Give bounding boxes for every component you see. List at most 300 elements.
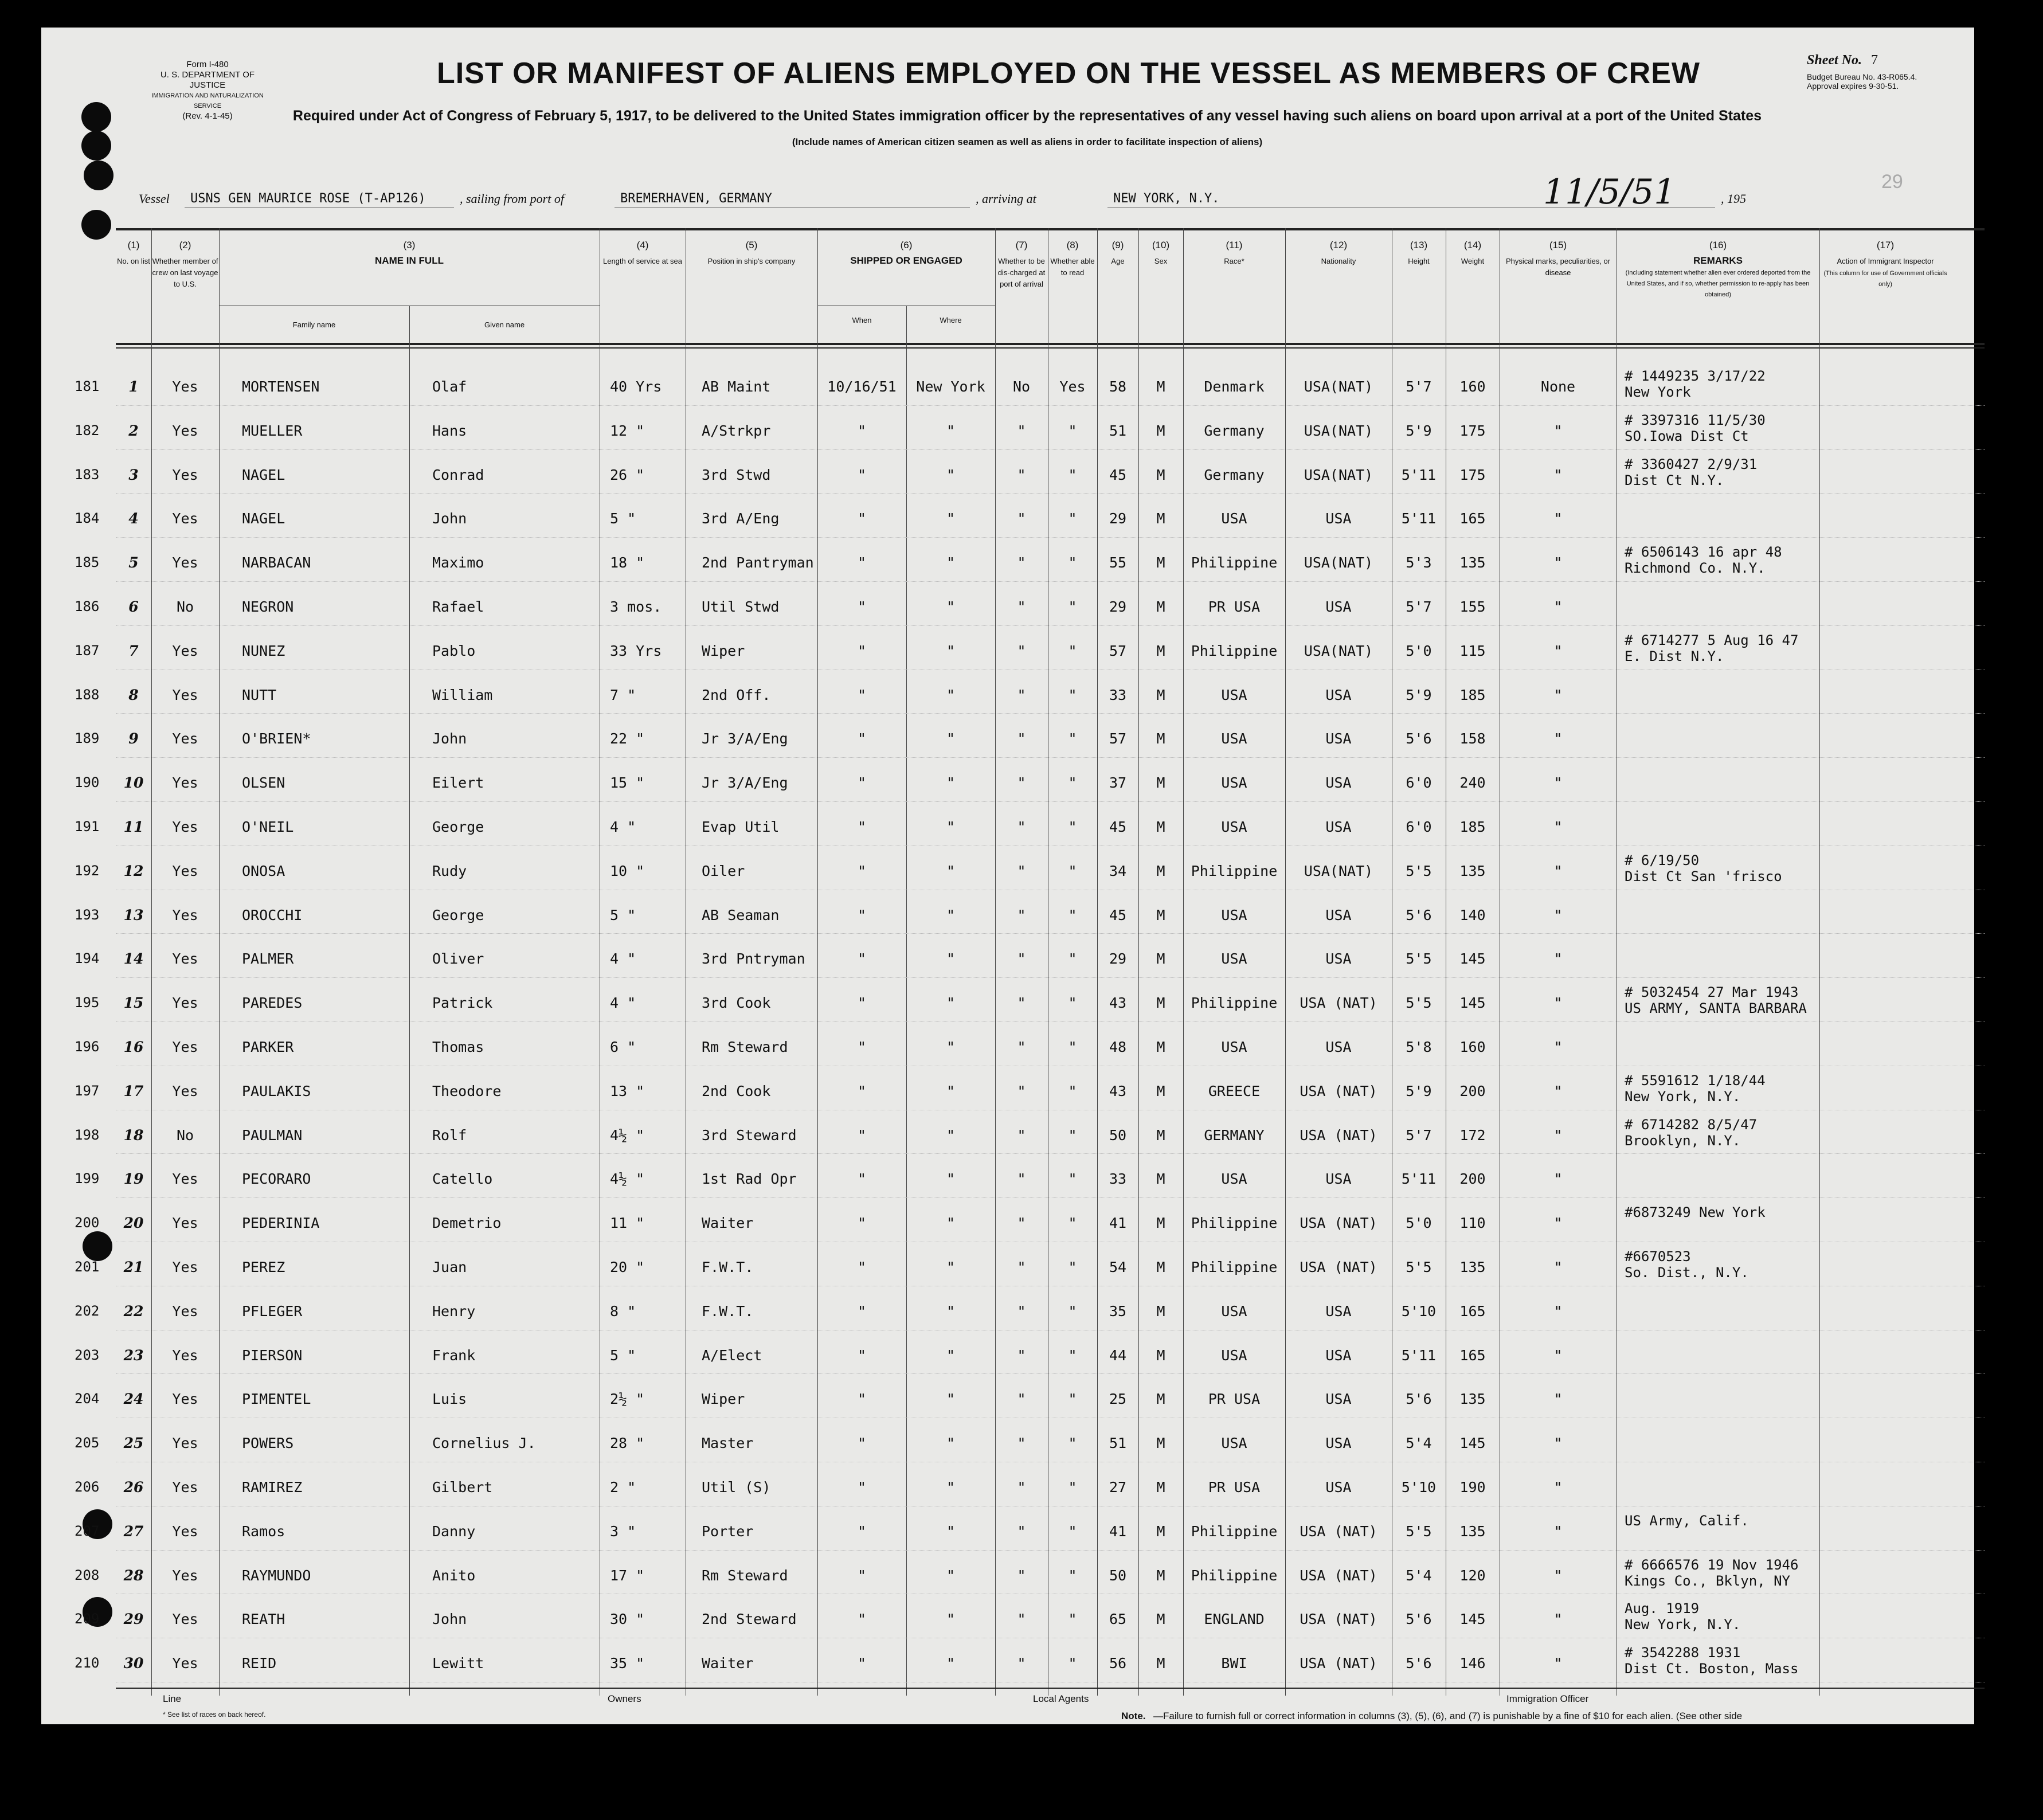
cell-discharged: "	[1017, 862, 1026, 879]
header-name: (3) NAME IN FULL	[375, 240, 444, 266]
cell-when: "	[857, 686, 867, 703]
header-height: (13) Height	[1408, 240, 1430, 265]
sheet-number	[1807, 53, 1878, 68]
line-number: 195	[75, 995, 100, 1011]
cell-given: Frank	[432, 1347, 476, 1364]
cell-family: O'BRIEN*	[242, 730, 311, 747]
cell-age: 57	[1109, 642, 1127, 659]
cell-race: USA	[1221, 1435, 1247, 1452]
cell-crew: Yes	[172, 642, 198, 659]
cell-read: "	[1068, 906, 1077, 923]
cell-read: "	[1068, 510, 1077, 527]
budget-info	[1807, 72, 1917, 91]
cell-when: "	[857, 1259, 867, 1275]
cell-discharged: "	[1017, 686, 1026, 703]
cell-position: Porter	[702, 1522, 754, 1540]
cell-marks: None	[1540, 378, 1576, 395]
cell-read: "	[1068, 1435, 1077, 1452]
header-service: (4) Length of service at sea	[602, 240, 683, 265]
cell-weight: 135	[1459, 1259, 1486, 1275]
cell-height: 5'7	[1406, 378, 1432, 395]
cell-marks: "	[1553, 730, 1563, 747]
cell-no: 28	[123, 1567, 144, 1584]
footer-owners-label: Owners	[608, 1693, 641, 1704]
cell-sex: M	[1156, 598, 1165, 615]
cell-age: 54	[1109, 1259, 1127, 1275]
cell-service: 4 "	[610, 819, 636, 835]
cell-family: ONOSA	[242, 862, 285, 879]
cell-family: NUNEZ	[242, 642, 285, 659]
cell-height: 5'0	[1406, 642, 1432, 659]
cell-crew: Yes	[172, 1215, 198, 1232]
cell-given: William	[432, 686, 493, 703]
footer-note: —Failure to furnish full or correct information in columns (3), (5), (6), and (7) is punishable by a fine of $10 for each alien. (See other side	[1153, 1711, 1743, 1721]
cell-race: Philippine	[1191, 995, 1278, 1012]
cell-age: 41	[1109, 1522, 1127, 1540]
budget-bureau: Budget Bureau No. 43-R065.4.	[1807, 72, 1917, 81]
line-number: 186	[75, 598, 100, 615]
subtitle: Required under Act of Congress of February 5, 1917, to be delivered to the United States immigration officer by the representatives of any vessel having such aliens on board upon arrival at a port of the United States	[292, 108, 1762, 124]
cell-race: USA	[1221, 1347, 1247, 1364]
cell-marks: "	[1553, 1126, 1563, 1144]
cell-remarks-line2: New York, N.Y.	[1625, 1088, 1741, 1105]
cell-marks: "	[1553, 862, 1563, 879]
cell-service: 10 "	[610, 862, 645, 879]
line-number: 193	[75, 906, 100, 923]
cell-nationality: USA	[1325, 906, 1352, 923]
cell-crew: Yes	[172, 950, 198, 968]
cell-where: "	[946, 862, 956, 879]
cell-crew: Yes	[172, 1347, 198, 1364]
cell-race: Philippine	[1191, 1522, 1278, 1540]
cell-given: Rafael	[432, 598, 484, 615]
form-identifier	[150, 60, 265, 122]
cell-service: 28 "	[610, 1435, 645, 1452]
cell-height: 5'8	[1406, 1039, 1432, 1055]
cell-age: 45	[1109, 819, 1127, 835]
cell-service: 13 "	[610, 1082, 645, 1099]
cell-where: "	[946, 554, 956, 572]
cell-service: 6 "	[610, 1039, 636, 1055]
cell-race: USA	[1221, 950, 1247, 968]
cell-race: USA	[1221, 686, 1247, 703]
cell-given: Thomas	[432, 1039, 484, 1055]
cell-sex: M	[1156, 1435, 1165, 1452]
cell-race: Philippine	[1191, 862, 1278, 879]
cell-read: Yes	[1059, 378, 1086, 395]
cell-marks: "	[1553, 950, 1563, 968]
cell-position: 3rd A/Eng	[702, 510, 780, 527]
cell-crew: Yes	[172, 1171, 198, 1188]
cell-position: Util Stwd	[702, 598, 780, 615]
cell-no: 21	[123, 1259, 144, 1275]
cell-given: Oliver	[432, 950, 484, 968]
cell-discharged: "	[1017, 1522, 1026, 1540]
cell-no: 30	[123, 1655, 144, 1672]
cell-position: 2nd Steward	[702, 1611, 797, 1628]
cell-sex: M	[1156, 422, 1165, 439]
cell-sex: M	[1156, 686, 1165, 703]
cell-remarks-line2: Dist Ct. Boston, Mass	[1625, 1661, 1799, 1677]
cell-discharged: "	[1017, 598, 1026, 615]
approval-expiry: Approval expires 9-30-51.	[1807, 81, 1899, 91]
cell-family: OLSEN	[242, 774, 285, 792]
punch-hole	[83, 1231, 112, 1261]
cell-when: "	[857, 1039, 867, 1055]
cell-sex: M	[1156, 730, 1165, 747]
cell-given: Anito	[432, 1567, 476, 1584]
cell-no: 9	[128, 730, 139, 747]
cell-where: "	[946, 1215, 956, 1232]
cell-discharged: "	[1017, 422, 1026, 439]
cell-nationality: USA(NAT)	[1304, 554, 1373, 572]
cell-when: 10/16/51	[827, 378, 897, 395]
cell-nationality: USA (NAT)	[1300, 995, 1377, 1012]
cell-position: AB Seaman	[702, 906, 780, 923]
cell-family: REATH	[242, 1611, 285, 1628]
cell-height: 5'6	[1406, 1391, 1432, 1408]
cell-weight: 145	[1459, 1435, 1486, 1452]
footer-line-label: Line	[163, 1693, 182, 1704]
cell-marks: "	[1553, 1302, 1563, 1320]
cell-service: 8 "	[610, 1302, 636, 1320]
cell-race: USA	[1221, 906, 1247, 923]
year-label: , 195	[1721, 191, 1746, 206]
cell-no: 26	[123, 1479, 144, 1496]
cell-height: 6'0	[1406, 819, 1432, 835]
cell-age: 29	[1109, 598, 1127, 615]
cell-nationality: USA (NAT)	[1300, 1567, 1377, 1584]
cell-marks: "	[1553, 1259, 1563, 1275]
cell-discharged: "	[1017, 1479, 1026, 1496]
cell-sex: M	[1156, 1479, 1165, 1496]
line-number: 201	[75, 1259, 100, 1275]
cell-crew: Yes	[172, 819, 198, 835]
cell-given: Danny	[432, 1522, 476, 1540]
header-nationality: (12) Nationality	[1321, 240, 1356, 265]
cell-when: "	[857, 1479, 867, 1496]
cell-sex: M	[1156, 1655, 1165, 1672]
line-number: 192	[75, 862, 100, 879]
cell-where: "	[946, 642, 956, 659]
cell-position: 3rd Pntryman	[702, 950, 805, 968]
cell-nationality: USA	[1325, 950, 1352, 968]
cell-when: "	[857, 642, 867, 659]
voyage-line	[139, 172, 1858, 212]
service-name: IMMIGRATION AND NATURALIZATION SERVICE	[151, 92, 264, 109]
cell-nationality: USA	[1325, 598, 1352, 615]
cell-height: 5'11	[1401, 510, 1437, 527]
cell-sex: M	[1156, 1259, 1165, 1275]
cell-where: "	[946, 1126, 956, 1144]
header-sex: (10) Sex	[1152, 240, 1170, 265]
cell-marks: "	[1553, 819, 1563, 835]
cell-weight: 175	[1459, 466, 1486, 483]
cell-family: NUTT	[242, 686, 277, 703]
cell-height: 5'7	[1406, 1126, 1432, 1144]
cell-remarks: # 6506143 16 apr 48	[1625, 544, 1782, 561]
cell-nationality: USA(NAT)	[1304, 422, 1373, 439]
cell-when: "	[857, 1347, 867, 1364]
cell-crew: Yes	[172, 862, 198, 879]
cell-race: Germany	[1204, 422, 1265, 439]
cell-crew: Yes	[172, 1435, 198, 1452]
cell-weight: 155	[1459, 598, 1486, 615]
cell-family: PFLEGER	[242, 1302, 303, 1320]
cell-race: BWI	[1221, 1655, 1247, 1672]
cell-when: "	[857, 862, 867, 879]
cell-read: "	[1068, 598, 1077, 615]
cell-crew: Yes	[172, 1611, 198, 1628]
cell-discharged: No	[1012, 378, 1031, 395]
cell-read: "	[1068, 422, 1077, 439]
cell-where: "	[946, 1302, 956, 1320]
cell-where: "	[946, 1611, 956, 1628]
cell-sex: M	[1156, 906, 1165, 923]
cell-weight: 140	[1459, 906, 1486, 923]
cell-when: "	[857, 1522, 867, 1540]
cell-height: 5'5	[1406, 1259, 1432, 1275]
line-number: 187	[75, 642, 100, 659]
cell-marks: "	[1553, 774, 1563, 792]
cell-sex: M	[1156, 642, 1165, 659]
department: U. S. DEPARTMENT OF JUSTICE	[160, 70, 255, 90]
cell-when: "	[857, 819, 867, 835]
cell-race: GREECE	[1208, 1082, 1261, 1099]
cell-nationality: USA	[1325, 1039, 1352, 1055]
cell-where: "	[946, 1435, 956, 1452]
cell-marks: "	[1553, 1039, 1563, 1055]
cell-when: "	[857, 1655, 867, 1672]
cell-nationality: USA (NAT)	[1300, 1655, 1377, 1672]
cell-position: Waiter	[702, 1215, 754, 1232]
cell-race: ENGLAND	[1204, 1611, 1265, 1628]
cell-given: Patrick	[432, 995, 493, 1012]
cell-read: "	[1068, 1302, 1077, 1320]
cell-remarks: # 3542288 1931	[1625, 1645, 1741, 1661]
cell-sex: M	[1156, 1082, 1165, 1099]
cell-race: USA	[1221, 730, 1247, 747]
punch-hole	[84, 161, 114, 190]
cell-race: PR USA	[1208, 1479, 1261, 1496]
cell-where: "	[946, 1347, 956, 1364]
cell-read: "	[1068, 686, 1077, 703]
cell-height: 5'0	[1406, 1215, 1432, 1232]
cell-race: PR USA	[1208, 598, 1261, 615]
cell-given: Maximo	[432, 554, 484, 572]
cell-crew: No	[176, 598, 194, 615]
cell-nationality: USA	[1325, 1171, 1352, 1188]
cell-when: "	[857, 466, 867, 483]
cell-no: 19	[123, 1171, 144, 1188]
cell-position: Jr 3/A/Eng	[702, 730, 788, 747]
header-remarks: (16) REMARKS (Including statement whether alien ever ordered deported from the United States, and if so, whether permission to re-apply has been obtained)	[1625, 240, 1811, 298]
cell-remarks-line2: US ARMY, SANTA BARBARA	[1625, 1000, 1807, 1017]
cell-family: POWERS	[242, 1435, 294, 1452]
cell-sex: M	[1156, 378, 1165, 395]
cell-discharged: "	[1017, 1039, 1026, 1055]
cell-marks: "	[1553, 1215, 1563, 1232]
line-number: 183	[75, 466, 100, 483]
cell-crew: Yes	[172, 686, 198, 703]
cell-remarks: #6873249 New York	[1625, 1204, 1766, 1221]
cell-sex: M	[1156, 1522, 1165, 1540]
column-divider	[409, 306, 410, 1696]
cell-discharged: "	[1017, 510, 1026, 527]
cell-race: Philippine	[1191, 1567, 1278, 1584]
cell-when: "	[857, 774, 867, 792]
cell-discharged: "	[1017, 906, 1026, 923]
cell-remarks: # 6/19/50	[1625, 852, 1700, 868]
cell-age: 51	[1109, 422, 1127, 439]
cell-read: "	[1068, 1611, 1077, 1628]
cell-given: Rudy	[432, 862, 467, 879]
cell-when: "	[857, 730, 867, 747]
cell-height: 5'11	[1401, 466, 1437, 483]
cell-weight: 160	[1459, 378, 1486, 395]
cell-where: "	[946, 1082, 956, 1099]
cell-crew: Yes	[172, 422, 198, 439]
line-number: 205	[75, 1435, 100, 1451]
cell-service: 11 "	[610, 1215, 645, 1232]
cell-race: USA	[1221, 510, 1247, 527]
cell-height: 5'6	[1406, 1655, 1432, 1672]
cell-no: 22	[123, 1302, 144, 1320]
cell-sex: M	[1156, 466, 1165, 483]
cell-given: Lewitt	[432, 1655, 484, 1672]
cell-height: 5'5	[1406, 1522, 1432, 1540]
cell-family: PALMER	[242, 950, 294, 968]
cell-remarks-line2: So. Dist., N.Y.	[1625, 1265, 1749, 1281]
cell-weight: 190	[1459, 1479, 1486, 1496]
cell-nationality: USA (NAT)	[1300, 1611, 1377, 1628]
cell-given: Catello	[432, 1171, 493, 1188]
cell-no: 16	[123, 1039, 144, 1055]
cell-read: "	[1068, 1171, 1077, 1188]
cell-where: "	[946, 598, 956, 615]
cell-given: George	[432, 819, 484, 835]
cell-age: 43	[1109, 995, 1127, 1012]
vessel-name: USNS GEN MAURICE ROSE (T-AP126)	[190, 191, 426, 206]
cell-age: 25	[1109, 1391, 1127, 1408]
cell-height: 6'0	[1406, 774, 1432, 792]
cell-marks: "	[1553, 642, 1563, 659]
cell-family: PARKER	[242, 1039, 294, 1055]
cell-weight: 135	[1459, 1391, 1486, 1408]
footer-officer-label: Immigration Officer	[1506, 1693, 1589, 1704]
header-where: Where	[940, 316, 962, 324]
cell-age: 50	[1109, 1567, 1127, 1584]
cell-read: "	[1068, 862, 1077, 879]
cell-where: "	[946, 1039, 956, 1055]
cell-sex: M	[1156, 995, 1165, 1012]
cell-weight: 145	[1459, 950, 1486, 968]
cell-race: USA	[1221, 1039, 1247, 1055]
cell-read: "	[1068, 1522, 1077, 1540]
cell-race: Philippine	[1191, 1259, 1278, 1275]
cell-read: "	[1068, 1082, 1077, 1099]
cell-position: A/Elect	[702, 1347, 762, 1364]
cell-read: "	[1068, 1126, 1077, 1144]
cell-read: "	[1068, 819, 1077, 835]
cell-remarks-line2: Dist Ct San 'frisco	[1625, 868, 1782, 884]
punch-hole	[81, 210, 111, 240]
header-crew: (2) Whether member of crew on last voyage to U.S.	[152, 240, 218, 288]
cell-age: 57	[1109, 730, 1127, 747]
cell-sex: M	[1156, 1171, 1165, 1188]
cell-read: "	[1068, 995, 1077, 1012]
cell-nationality: USA (NAT)	[1300, 1082, 1377, 1099]
cell-family: PAREDES	[242, 995, 303, 1012]
cell-sex: M	[1156, 1039, 1165, 1055]
cell-read: "	[1068, 774, 1077, 792]
cell-marks: "	[1553, 1435, 1563, 1452]
cell-crew: No	[176, 1126, 194, 1144]
cell-marks: "	[1553, 1655, 1563, 1672]
cell-marks: "	[1553, 510, 1563, 527]
cell-weight: 158	[1459, 730, 1486, 747]
cell-marks: "	[1553, 554, 1563, 572]
cell-no: 11	[123, 819, 144, 835]
cell-crew: Yes	[172, 1391, 198, 1408]
cell-discharged: "	[1017, 1171, 1026, 1188]
cell-where: "	[946, 1391, 956, 1408]
cell-marks: "	[1553, 1391, 1563, 1408]
cell-nationality: USA	[1325, 1302, 1352, 1320]
line-number: 208	[75, 1567, 100, 1583]
cell-nationality: USA(NAT)	[1304, 466, 1373, 483]
cell-position: Evap Util	[702, 819, 780, 835]
cell-sex: M	[1156, 1215, 1165, 1232]
punch-hole	[81, 102, 111, 132]
cell-remarks: # 6714277 5 Aug 16 47	[1625, 632, 1799, 648]
cell-height: 5'11	[1401, 1347, 1437, 1364]
cell-no: 20	[123, 1215, 144, 1232]
cell-no: 4	[128, 510, 139, 527]
cell-no: 14	[123, 950, 144, 968]
cell-given: Luis	[432, 1391, 467, 1408]
cell-marks: "	[1553, 598, 1563, 615]
cell-race: Philippine	[1191, 642, 1278, 659]
cell-remarks: # 3360427 2/9/31	[1625, 456, 1758, 472]
cell-crew: Yes	[172, 554, 198, 572]
cell-age: 45	[1109, 906, 1127, 923]
cell-service: 22 "	[610, 730, 645, 747]
cell-discharged: "	[1017, 1347, 1026, 1364]
cell-read: "	[1068, 1655, 1077, 1672]
cell-crew: Yes	[172, 1082, 198, 1099]
cell-when: "	[857, 1611, 867, 1628]
cell-weight: 185	[1459, 819, 1486, 835]
cell-height: 5'7	[1406, 598, 1432, 615]
manifest-sheet	[41, 28, 1974, 1724]
cell-weight: 185	[1459, 686, 1486, 703]
cell-nationality: USA(NAT)	[1304, 862, 1373, 879]
cell-nationality: USA (NAT)	[1300, 1522, 1377, 1540]
sheet-value: 7	[1871, 53, 1878, 68]
cell-sex: M	[1156, 1611, 1165, 1628]
cell-position: Rm Steward	[702, 1039, 788, 1055]
cell-marks: "	[1553, 1171, 1563, 1188]
cell-age: 34	[1109, 862, 1127, 879]
line-number: 197	[75, 1082, 100, 1099]
cell-age: 45	[1109, 466, 1127, 483]
cell-marks: "	[1553, 466, 1563, 483]
cell-weight: 160	[1459, 1039, 1486, 1055]
cell-no: 2	[128, 422, 139, 439]
sailing-label: , sailing from port of	[460, 191, 564, 206]
cell-when: "	[857, 598, 867, 615]
